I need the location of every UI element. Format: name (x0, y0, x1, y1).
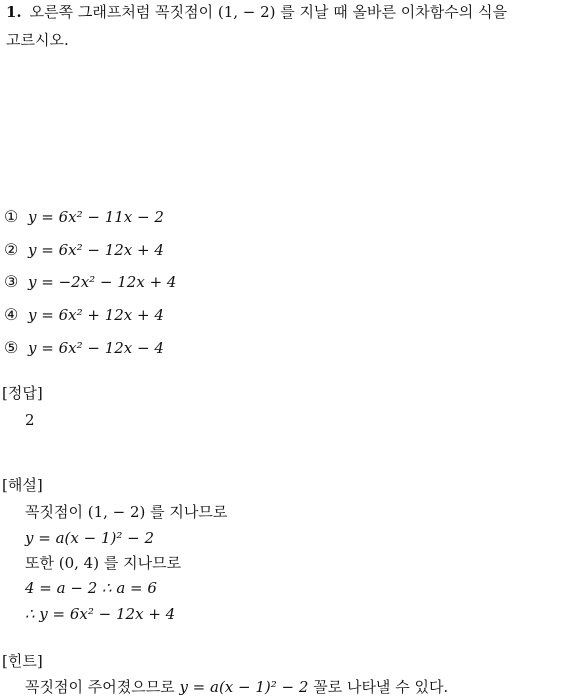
option-expression: y = −2x² − 12x + 4 (28, 273, 177, 291)
option-expression: y = 6x² − 11x − 2 (28, 208, 164, 226)
hint-text-suffix: 꼴로 나타낼 수 있다. (308, 678, 449, 696)
explanation-label: [해설] (2, 476, 43, 494)
question-text-line2: 고르시오. (6, 31, 69, 49)
option-marker: ⑤ (4, 338, 19, 357)
hint-math: y = a(x − 1)² − 2 (179, 678, 309, 696)
explanation-line: 4 = a − 2 ∴ a = 6 (25, 579, 157, 597)
question-line-2 (6, 30, 69, 50)
option-4[interactable] (4, 305, 164, 325)
option-marker: ④ (4, 305, 19, 324)
explanation-line: ∴ y = 6x² − 12x + 4 (25, 605, 176, 623)
question-line-1 (6, 2, 507, 22)
option-2[interactable] (4, 240, 164, 260)
hint-label: [힌트] (2, 652, 43, 670)
explanation-line: 또한 (0, 4) 를 지나므로 (25, 554, 182, 572)
question-number: 1. (6, 3, 22, 21)
option-marker: ① (4, 207, 19, 226)
explanation-line: y = a(x − 1)² − 2 (25, 529, 154, 547)
option-1[interactable] (4, 207, 164, 227)
option-marker: ③ (4, 272, 19, 291)
hint-text-prefix: 꼭짓점이 주어졌으므로 (25, 678, 180, 696)
option-expression: y = 6x² − 12x − 4 (28, 339, 164, 357)
option-5[interactable] (4, 338, 164, 358)
answer-label: [정답] (2, 384, 43, 402)
hint-line (25, 677, 448, 697)
question-text-line1: 오른쪽 그래프처럼 꼭짓점이 (1, − 2) 를 지날 때 올바른 이차함수의 식을 (29, 3, 507, 21)
answer-value: 2 (25, 411, 35, 429)
explanation-line: 꼭짓점이 (1, − 2) 를 지나므로 (25, 503, 228, 521)
option-marker: ② (4, 240, 19, 259)
graph-placeholder (0, 64, 573, 194)
option-expression: y = 6x² − 12x + 4 (28, 241, 164, 259)
option-expression: y = 6x² + 12x + 4 (28, 306, 164, 324)
option-3[interactable] (4, 272, 176, 292)
